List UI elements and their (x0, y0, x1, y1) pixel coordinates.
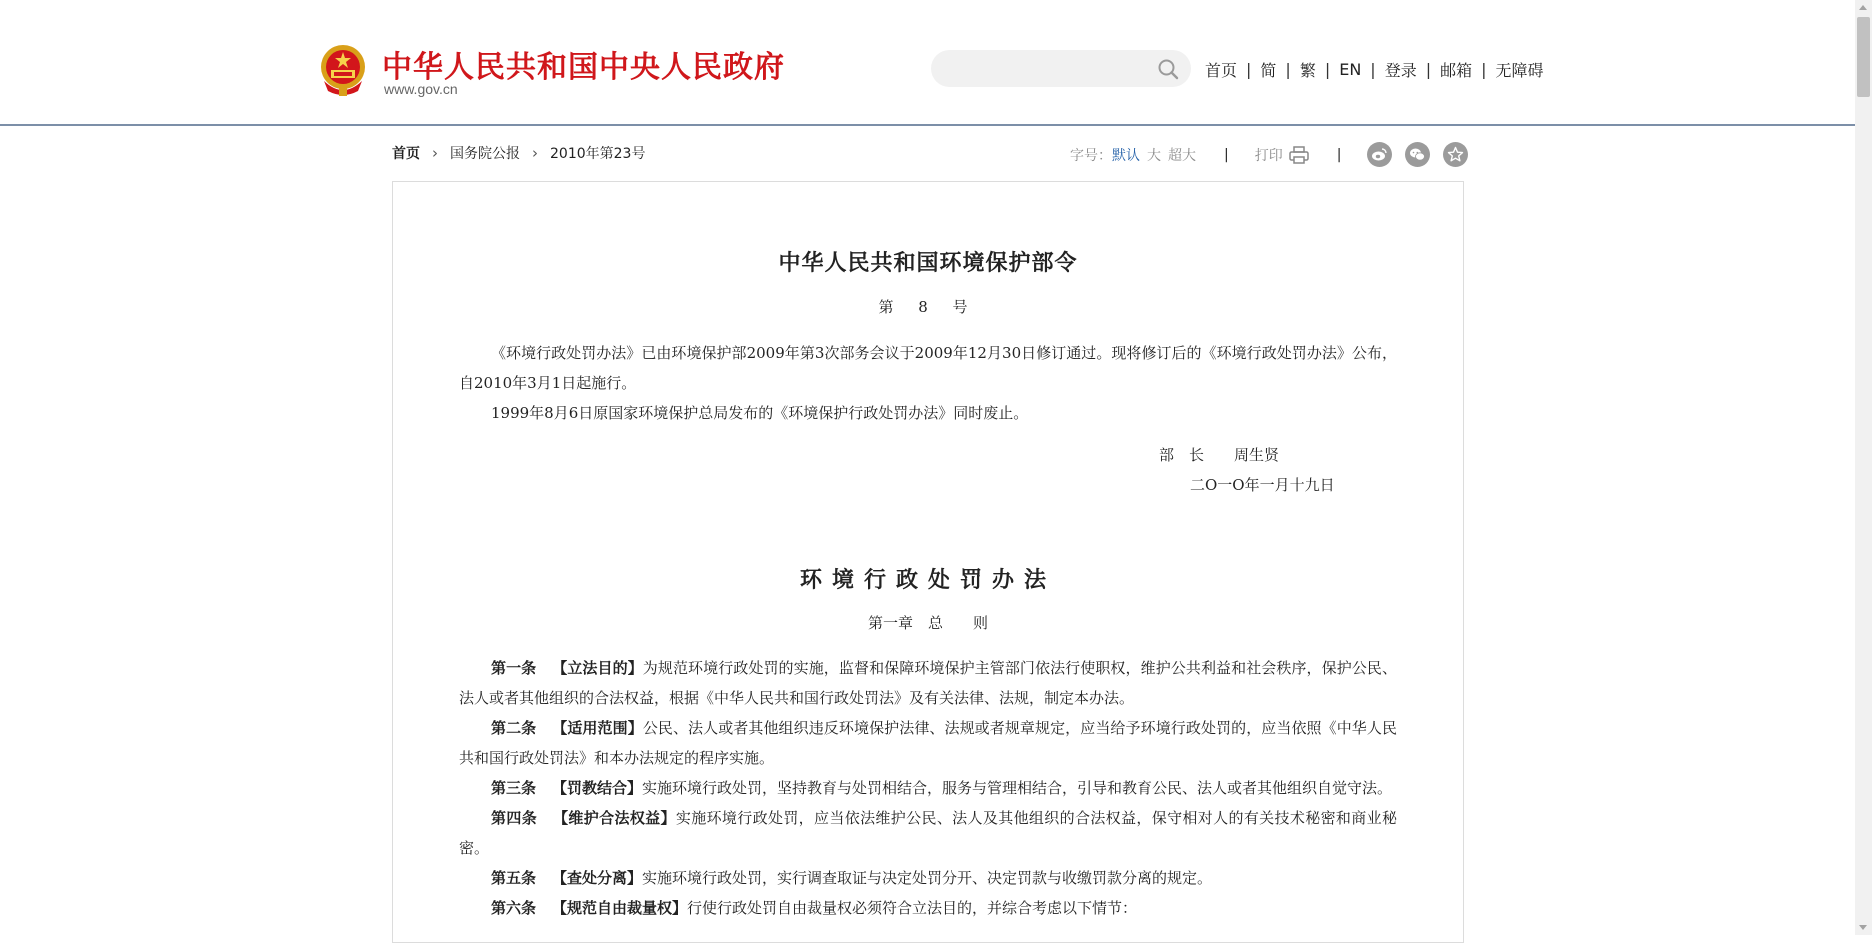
signatory: 部 长 周生贤 (1159, 446, 1280, 464)
nav-separator: | (1246, 60, 1252, 79)
breadcrumb-issue[interactable]: 2010年第23号 (550, 146, 646, 162)
font-size-default[interactable]: 默认 (1112, 147, 1140, 164)
article-tag: 【查处分离】 (552, 869, 643, 887)
nav-login[interactable]: 登录 (1384, 61, 1417, 80)
tools-separator: | (1224, 146, 1229, 163)
nav-home[interactable]: 首页 (1205, 61, 1238, 80)
search-input[interactable] (947, 56, 1151, 82)
article-tag: 【立法目的】 (552, 659, 643, 677)
article-text: 实施环境行政处罚，应当依法维护公民、法人及其他组织的合法权益，保守相对人的有关技术秘密和商业秘密。 (459, 809, 1397, 857)
font-size-label: 字号： (1070, 147, 1112, 164)
article-text: 行使行政处罚自由裁量权必须符合立法目的，并综合考虑以下情节： (687, 899, 1138, 917)
article-tag: 【规范自由裁量权】 (552, 899, 688, 917)
order-number: 第 8 号 (878, 298, 978, 316)
law-article (459, 773, 1397, 803)
font-size-large[interactable]: 大 (1147, 147, 1161, 164)
article-list (459, 653, 1397, 923)
print-icon[interactable] (1289, 146, 1309, 164)
article-text: 实施环境行政处罚，实行调查取证与决定处罚分开、决定罚款与收缴罚款分离的规定。 (642, 869, 1213, 887)
law-article (459, 803, 1397, 863)
nav-simplified[interactable]: 简 (1260, 61, 1277, 80)
favorite-star-icon (1447, 146, 1464, 163)
article-text: 公民、法人或者其他组织违反环境保护法律、法规或者规章规定，应当给予环境行政处罚的，应当依照《中华人民共和国行政处罚法》和本办法规定的程序实施。 (459, 719, 1397, 767)
scroll-up-icon[interactable] (1859, 5, 1867, 10)
page-scrollbar[interactable] (1855, 0, 1872, 935)
nav-separator: | (1425, 60, 1432, 79)
article-tools (1070, 142, 1468, 167)
article-tag: 【维护合法权益】 (553, 809, 676, 827)
weibo-share-button[interactable] (1367, 142, 1392, 167)
article-number: 第五条 (491, 869, 537, 887)
article-number: 第六条 (491, 899, 537, 917)
article-text: 实施环境行政处罚，坚持教育与处罚相结合，服务与管理相结合，引导和教育公民、法人或者其他组织自觉守法。 (642, 779, 1393, 797)
scroll-down-icon[interactable] (1859, 925, 1867, 930)
article-tag: 【罚教结合】 (552, 779, 643, 797)
chevron-right-icon: › (532, 144, 538, 162)
nav-traditional[interactable]: 繁 (1299, 61, 1316, 80)
article-number: 第四条 (491, 809, 538, 827)
article-text: 为规范环境行政处罚的实施，监督和保障环境保护主管部门依法行使职权，维护公共利益和社会秩序，保护公民、法人或者其他组织的合法权益，根据《中华人民共和国行政处罚法》及有关法律、法规，制定本办法。 (459, 659, 1397, 707)
nav-english[interactable]: EN (1339, 60, 1362, 79)
nav-separator: | (1481, 60, 1487, 79)
breadcrumb-gazette[interactable]: 国务院公报 (450, 146, 520, 162)
scroll-thumb[interactable] (1857, 17, 1870, 97)
chevron-right-icon: › (432, 144, 438, 162)
nav-separator: | (1285, 60, 1291, 79)
article-number: 第一条 (491, 659, 537, 677)
article-number: 第二条 (491, 719, 537, 737)
nav-mail[interactable]: 邮箱 (1440, 61, 1473, 80)
repeal-paragraph: 1999年8月6日原国家环境保护总局发布的《环境保护行政处罚办法》同时废止。 (491, 404, 1029, 422)
breadcrumb (392, 143, 645, 163)
announcement-paragraph: 《环境行政处罚办法》已由环境保护部2009年第3次部务会议于2009年12月30日修订通过。现将修订后的《环境行政处罚办法》公布，自2010年3月1日起施行。 (459, 344, 1397, 392)
top-nav (1205, 58, 1544, 81)
weibo-icon (1371, 146, 1388, 163)
national-emblem-icon[interactable] (318, 43, 368, 99)
law-article (459, 863, 1397, 893)
site-title[interactable]: 中华人民共和国中央人民政府 (382, 50, 785, 85)
site-url[interactable]: www.gov.cn (384, 81, 458, 97)
favorite-button[interactable] (1443, 142, 1468, 167)
article-tag: 【适用范围】 (552, 719, 643, 737)
sign-date: 二O一O年一月十九日 (1190, 476, 1335, 494)
law-article (459, 893, 1397, 923)
wechat-icon (1409, 146, 1426, 163)
search-box[interactable] (931, 50, 1191, 87)
print-button[interactable]: 打印 (1254, 147, 1283, 164)
law-title: 环境行政处罚办法 (799, 567, 1056, 593)
breadcrumb-home[interactable]: 首页 (392, 146, 420, 162)
site-header (0, 0, 1855, 126)
nav-accessibility[interactable]: 无障碍 (1495, 61, 1544, 80)
font-size-xlarge[interactable]: 超大 (1168, 147, 1196, 164)
law-article (459, 653, 1397, 713)
law-article (459, 713, 1397, 773)
search-icon[interactable] (1157, 58, 1179, 80)
nav-separator: | (1324, 60, 1331, 79)
wechat-share-button[interactable] (1405, 142, 1430, 167)
tools-separator: | (1336, 146, 1342, 163)
order-title: 中华人民共和国环境保护部令 (778, 250, 1078, 276)
nav-separator: | (1370, 60, 1376, 79)
article-container (392, 181, 1464, 943)
chapter-heading: 第一章 总 则 (867, 614, 988, 632)
article-number: 第三条 (491, 779, 537, 797)
